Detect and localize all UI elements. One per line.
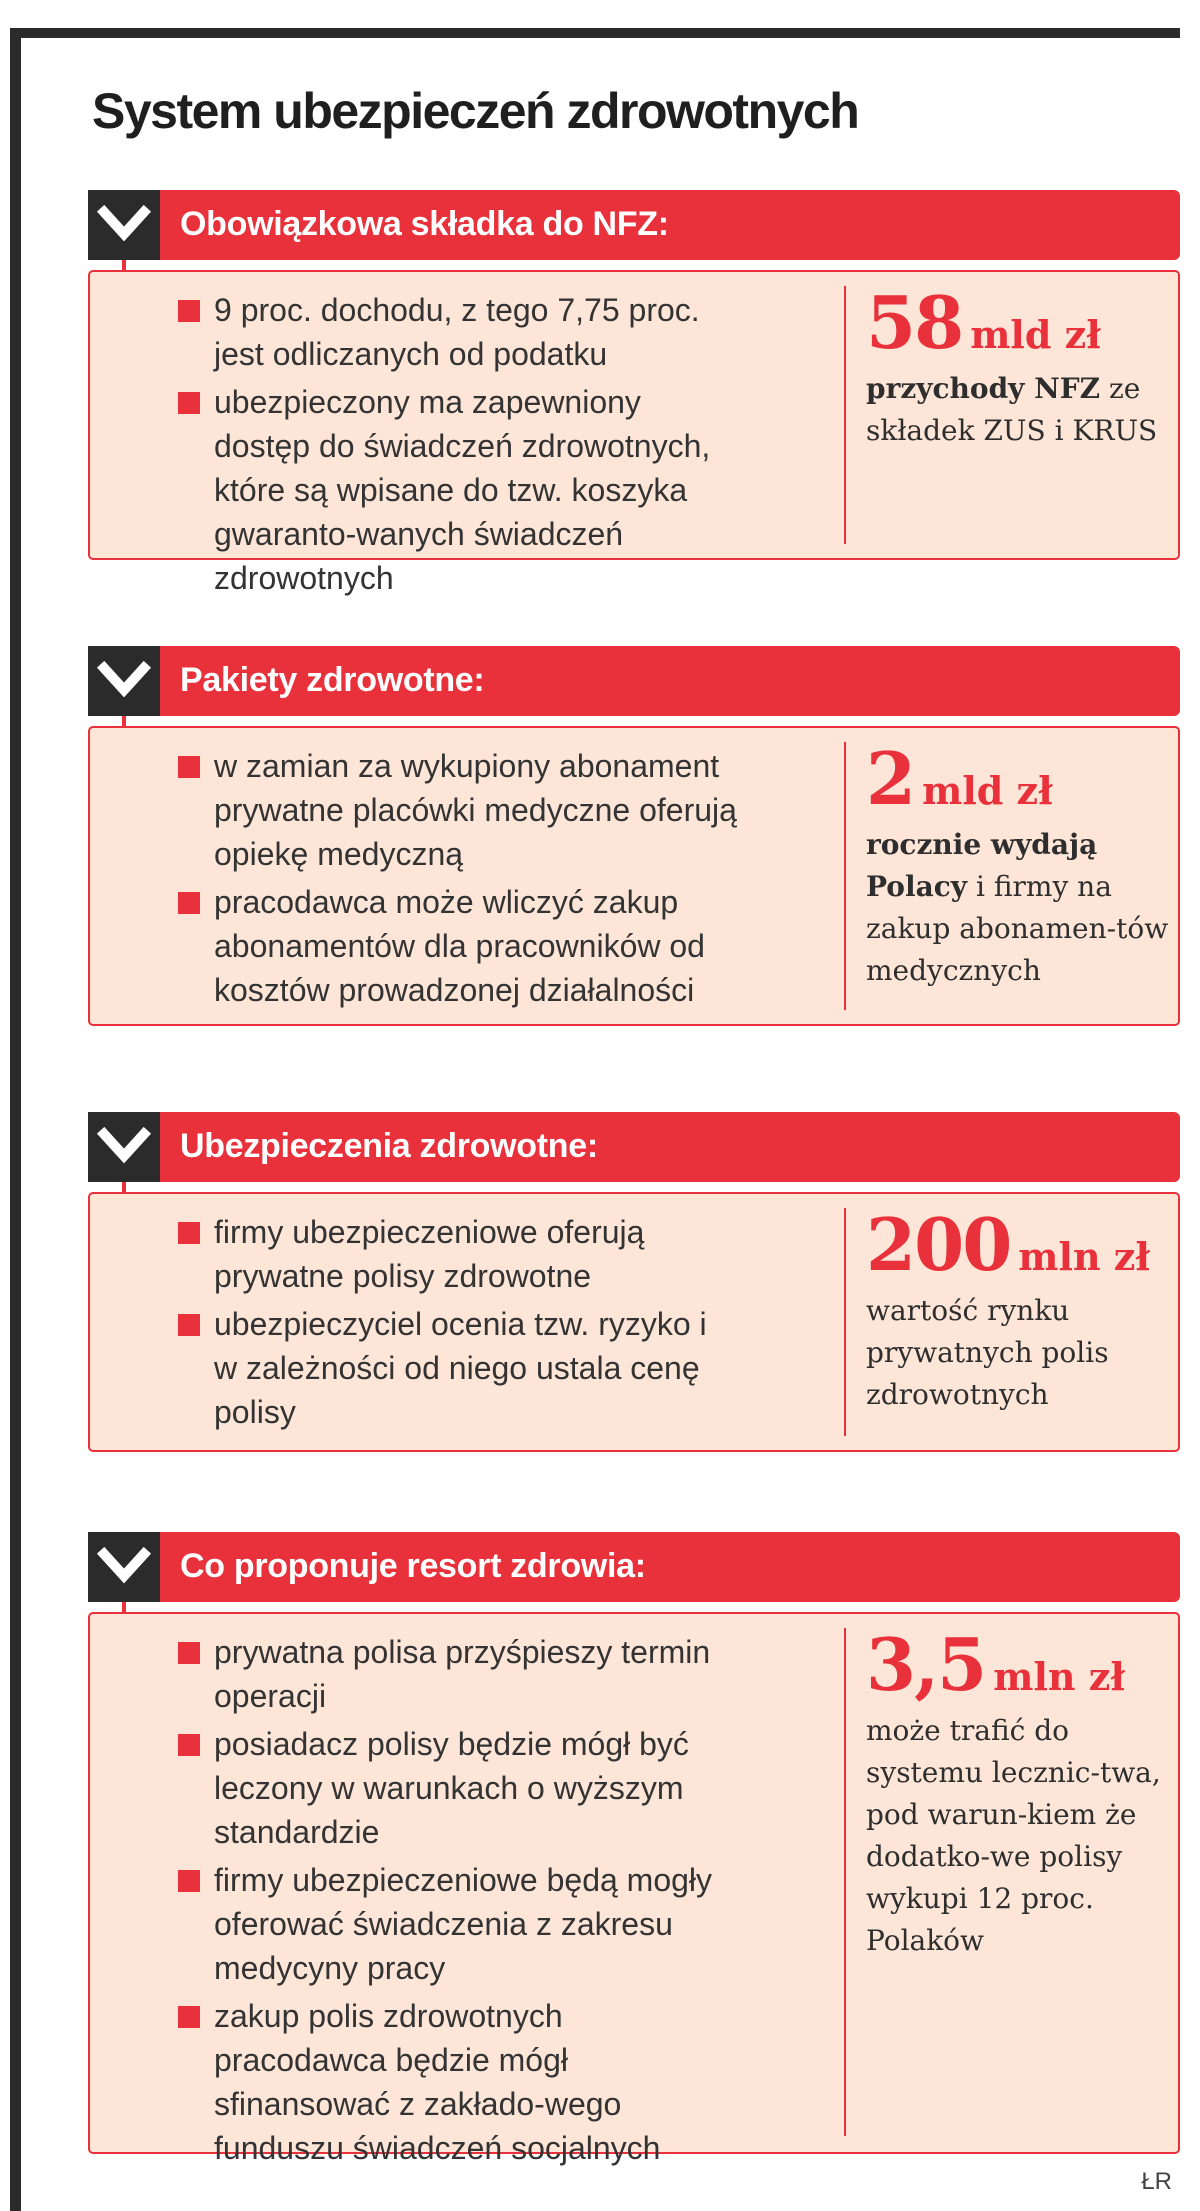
chevron-down-icon [88,1112,160,1182]
stat-unit: mld zł [970,312,1101,357]
page-title: System ubezpieczeń zdrowotnych [92,83,859,139]
stat-value: 2 [866,736,915,821]
stat-desc-rest: ze składek ZUS i KRUS [866,372,1158,447]
list-item: w zamian za wykupiony abonament prywatne placówki medyczne oferują opiekę medyczną [178,744,738,876]
stat-description [866,824,1176,992]
divider [844,742,846,1010]
bullet-list [178,1630,738,2174]
stat-block [866,1622,1176,1962]
bullet-square-icon [178,1314,200,1336]
list-item: posiadacz polisy będzie mógł być leczony w warunkach o wyższym standardzie [178,1722,738,1854]
source-credit: ŁR [1141,2168,1172,2195]
section-header [88,646,1180,716]
bullet-square-icon [178,1734,200,1756]
stat-desc-rest: i firmy na zakup abonamen-tów medycznych [866,870,1169,987]
section-header [88,1532,1180,1602]
stat-desc-bold: przychody NFZ [866,372,1101,405]
stat-desc-rest: wartość rynku prywatnych polis zdrowotnych [866,1294,1109,1411]
bullet-square-icon [178,1642,200,1664]
frame-top-rule [10,28,1180,38]
list-item: firmy ubezpieczeniowe będą mogły oferować świadczenia z zakresu medycyny pracy [178,1858,738,1990]
bullet-square-icon [178,2006,200,2028]
list-item: pracodawca może wliczyć zakup abonamentów dla pracowników od kosztów prowadzonej działalności [178,880,738,1012]
list-item: ubezpieczyciel ocenia tzw. ryzyko i w zależności od niego ustala cenę polisy [178,1302,738,1434]
section-title: Ubezpieczenia zdrowotne: [180,1127,598,1165]
list-item: firmy ubezpieczeniowe oferują prywatne polisy zdrowotne [178,1210,738,1298]
bullet-square-icon [178,1222,200,1244]
bullet-square-icon [178,392,200,414]
divider [844,1628,846,2136]
section-body [88,1192,1180,1452]
list-item: ubezpieczony ma zapewniony dostęp do świadczeń zdrowotnych, które są wpisane do tzw. koszyka gwaranto-wanych świadczeń zdrowotnych [178,380,738,600]
stat-block [866,280,1176,452]
stat-description [866,368,1176,452]
list-item: prywatna polisa przyśpieszy termin operacji [178,1630,738,1718]
stat-value: 58 [866,280,963,365]
chevron-down-icon [88,190,160,260]
section-title: Obowiązkowa składka do NFZ: [180,205,669,243]
stat-desc-rest: może trafić do systemu lecznic-twa, pod warun-kiem że dodatko-we polisy wykupi 12 proc. Polaków [866,1714,1161,1957]
stat-unit: mln zł [993,1654,1125,1699]
stat-value: 200 [866,1202,1011,1287]
stat-value: 3,5 [866,1622,986,1707]
bullet-list [178,1210,738,1438]
list-item: 9 proc. dochodu, z tego 7,75 proc. jest odliczanych od podatku [178,288,738,376]
section-header [88,1112,1180,1182]
chevron-down-icon [88,1532,160,1602]
stat-unit: mln zł [1018,1234,1150,1279]
stat-desc-bold: rocznie wydają Polacy [866,828,1098,903]
stat-unit: mld zł [922,768,1053,813]
stat-block [866,736,1176,992]
stat-block [866,1202,1176,1416]
divider [844,1208,846,1436]
bullet-square-icon [178,892,200,914]
section-title: Co proponuje resort zdrowia: [180,1547,646,1585]
section-header [88,190,1180,260]
bullet-list [178,288,738,604]
section-title: Pakiety zdrowotne: [180,661,485,699]
list-item: zakup polis zdrowotnych pracodawca będzie mógł sfinansować z zakłado-wego funduszu świadczeń socjalnych [178,1994,738,2170]
section-body [88,1612,1180,2166]
bullet-list [178,744,738,1016]
chevron-down-icon [88,646,160,716]
section-body [88,726,1180,1026]
bullet-square-icon [178,756,200,778]
section-body [88,270,1180,596]
bullet-square-icon [178,300,200,322]
bullet-square-icon [178,1870,200,1892]
stat-description [866,1290,1176,1416]
frame-left-rule [10,28,21,2211]
stat-description [866,1710,1176,1962]
divider [844,286,846,544]
